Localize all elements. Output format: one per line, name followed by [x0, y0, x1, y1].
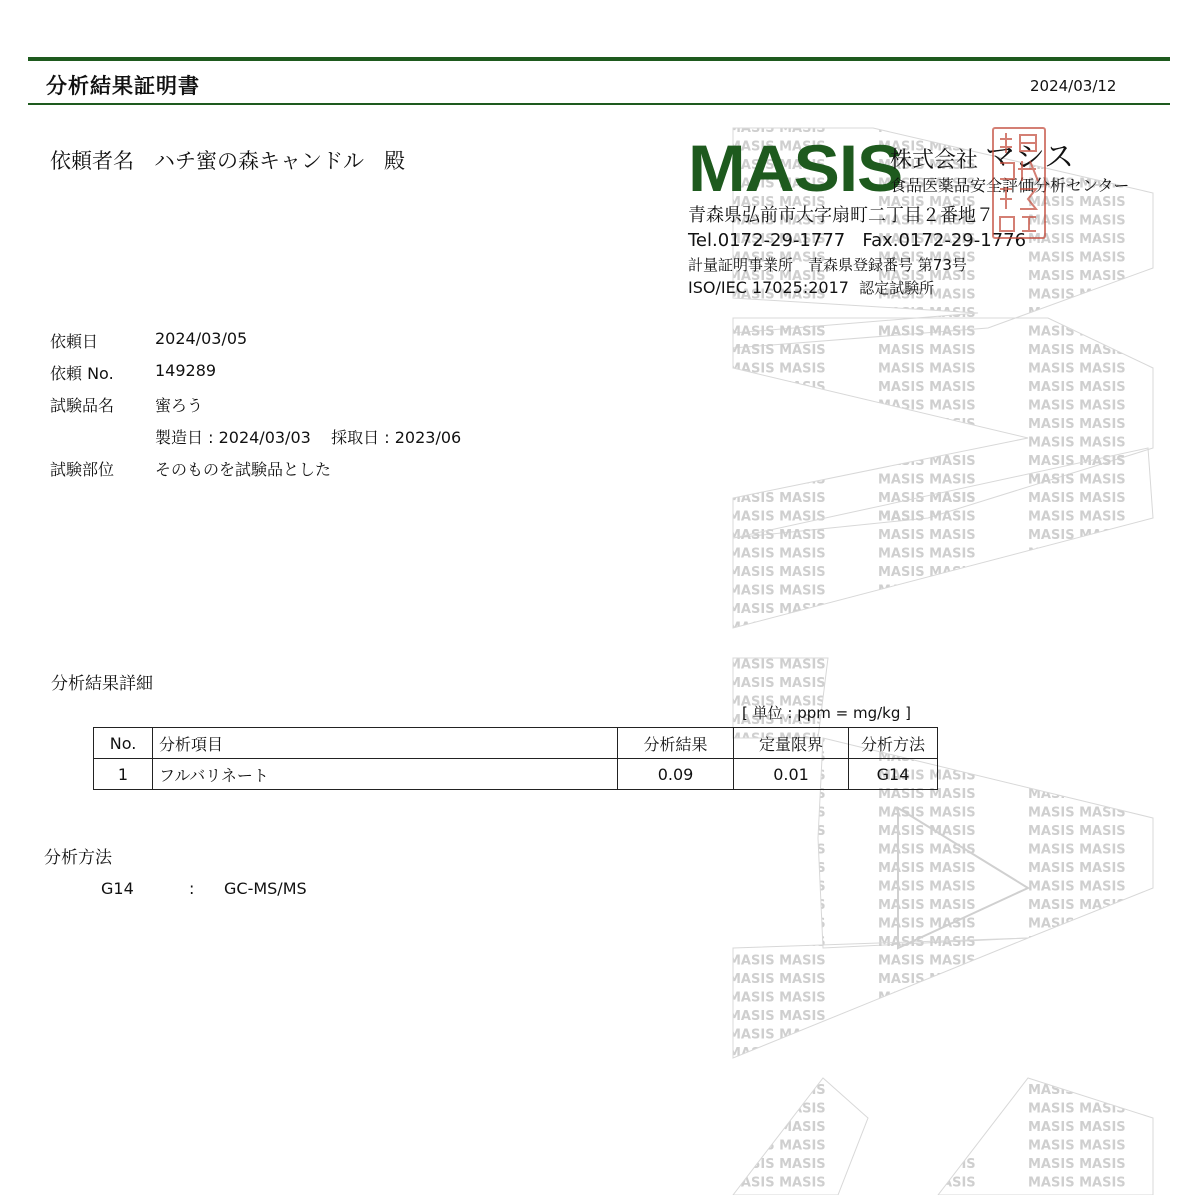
company-prefix: 株式会社: [890, 148, 979, 173]
client-label: 依頼者名: [50, 149, 134, 173]
manufacture-label: 製造日 :: [155, 428, 214, 447]
request-date-label: 依頼日: [50, 332, 99, 351]
col-method: 分析方法: [849, 728, 938, 759]
manufacture-date: 2024/03/03: [218, 428, 311, 447]
sample-name: 蜜ろう: [155, 396, 204, 415]
company-seal-stamp: [990, 125, 1048, 241]
lab-fax: Fax.0172-29-1776: [862, 230, 1027, 251]
cell-method: G14: [849, 759, 938, 790]
issue-date: 2024/03/12: [1030, 77, 1117, 95]
lab-registration: 計量証明事業所 青森県登録番号 第73号: [688, 256, 967, 274]
request-date: 2024/03/05: [155, 329, 248, 348]
cell-item: フルバリネート: [153, 759, 618, 790]
center-name: 食品医薬品安全評価分析センター: [890, 176, 1130, 195]
masis-logo: MASIS: [688, 131, 903, 205]
request-no: 149289: [155, 361, 217, 380]
test-part: そのものを試験品とした: [155, 460, 332, 479]
col-no: No.: [94, 728, 153, 759]
table-row: [94, 759, 938, 790]
cell-loq: 0.01: [734, 759, 849, 790]
client-block: [50, 145, 405, 175]
method-name: GC-MS/MS: [224, 879, 307, 898]
results-section-title: 分析結果詳細: [51, 674, 153, 694]
unit-note: [ 単位 : ppm = mg/kg ]: [742, 704, 911, 722]
col-item: 分析項目: [153, 728, 618, 759]
method-separator: :: [189, 879, 195, 898]
header-rule-bottom: [28, 103, 1170, 105]
results-table: [93, 727, 938, 790]
header-rule-top: [28, 57, 1170, 61]
col-result: 分析結果: [618, 728, 734, 759]
request-no-label: 依頼 No.: [50, 364, 114, 383]
lab-iso: [688, 277, 934, 298]
collection-label: 採取日 :: [331, 428, 390, 447]
iso-note: 認定試験所: [859, 279, 935, 297]
col-loq: 定量限界: [734, 728, 849, 759]
cell-no: 1: [94, 759, 153, 790]
sample-dates: [155, 425, 461, 448]
cell-result: 0.09: [618, 759, 734, 790]
sample-name-label: 試験品名: [50, 396, 115, 415]
lab-tel: Tel.0172-29-1777: [688, 230, 846, 251]
results-header-row: [94, 728, 938, 759]
client-honorific: 殿: [384, 149, 405, 173]
company-main-name: マシス: [985, 140, 1075, 175]
lab-contact: [688, 230, 1026, 251]
lab-address: 青森県弘前市大字扇町二丁目２番地７: [688, 205, 994, 226]
method-code: G14: [101, 879, 134, 898]
document-title: 分析結果証明書: [46, 74, 200, 98]
client-name: ハチ蜜の森キャンドル: [154, 149, 364, 173]
methods-section-title: 分析方法: [44, 848, 112, 868]
test-part-label: 試験部位: [50, 460, 115, 479]
iso-standard: ISO/IEC 17025:2017: [688, 278, 849, 297]
collection-date: 2023/06: [394, 428, 462, 447]
